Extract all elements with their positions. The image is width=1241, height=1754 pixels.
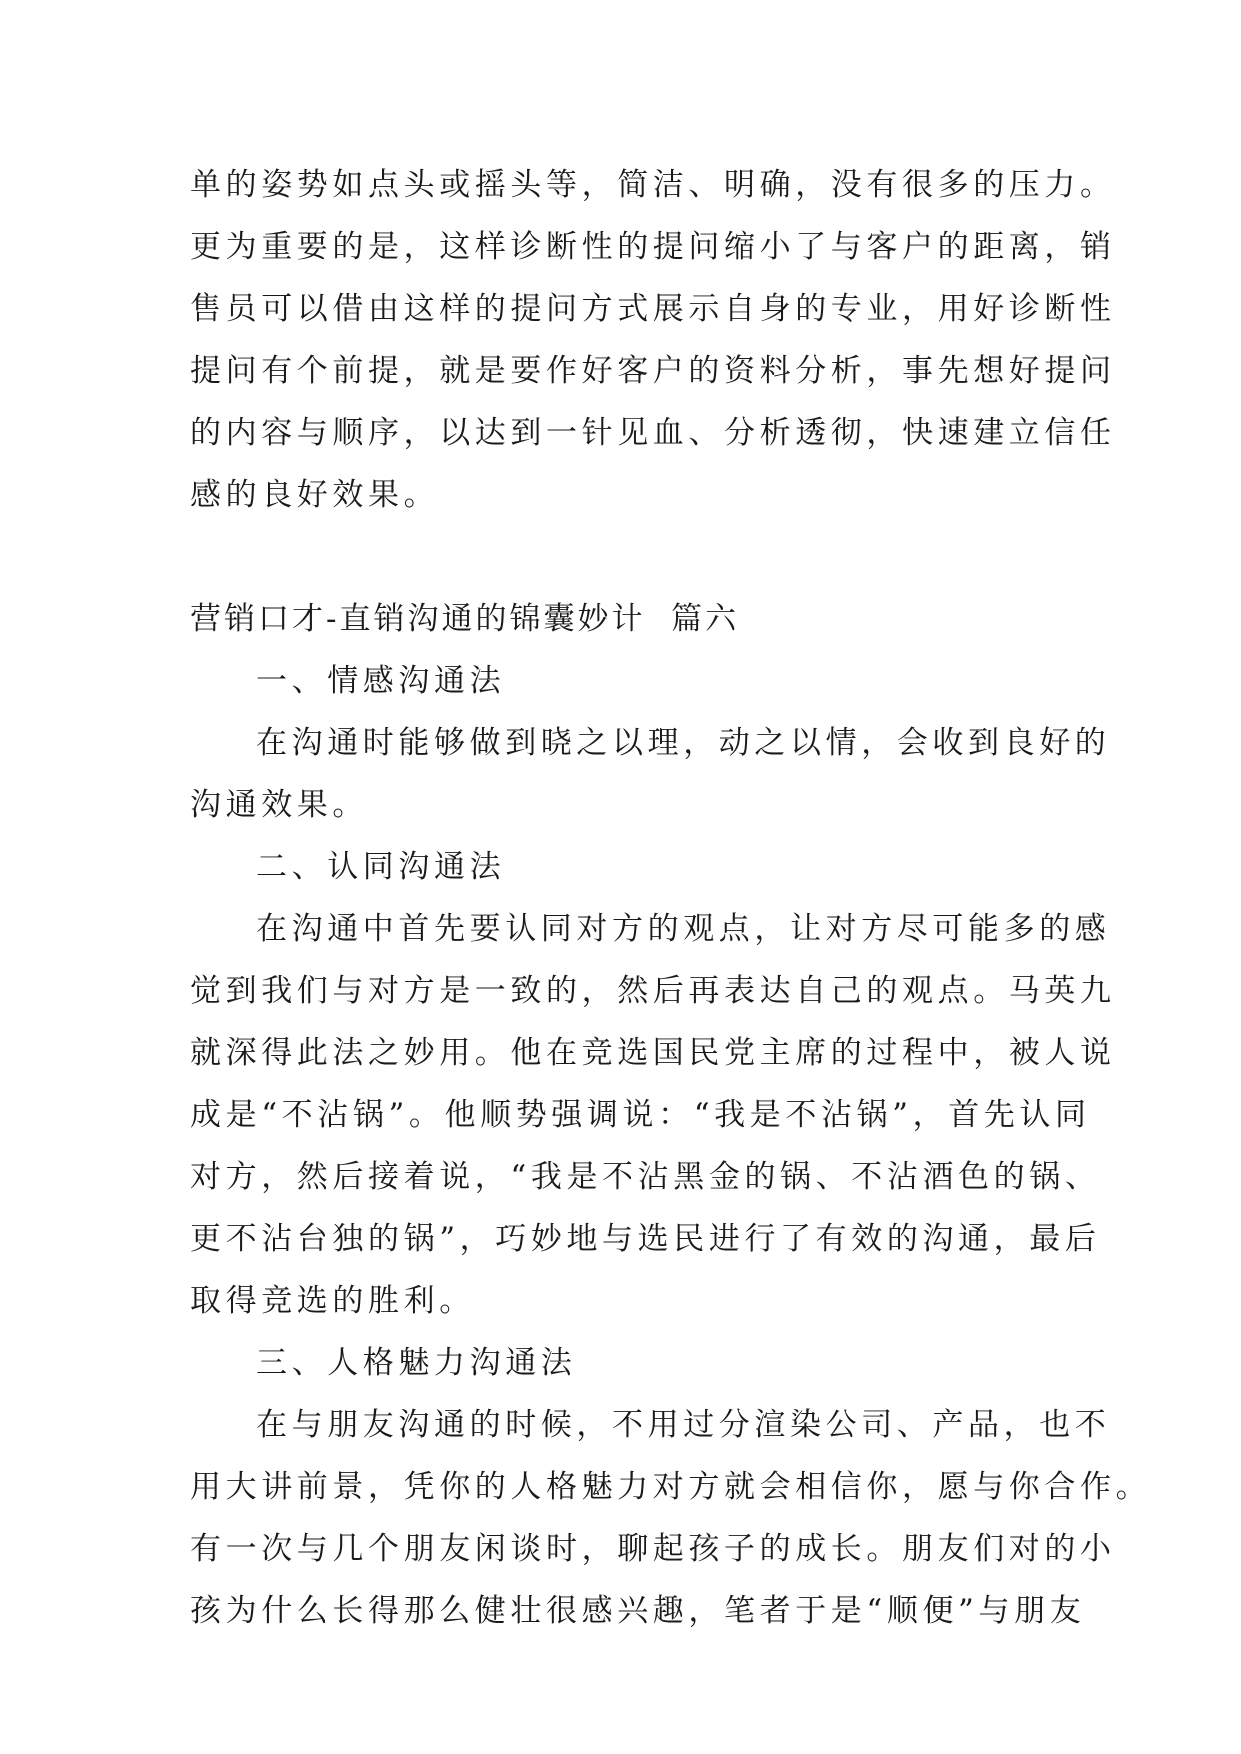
text-line: 沟通效果。 — [190, 787, 368, 823]
method-3-heading: 三、人格魅力沟通法 — [256, 1345, 577, 1381]
text-line: 更不沾台独的锅”，巧妙地与选民进行了有效的沟通，最后 — [190, 1221, 1101, 1257]
method-1-heading: 一、情感沟通法 — [256, 663, 506, 699]
document-body — [190, 154, 1152, 1642]
text-line: 在与朋友沟通的时候，不用过分渲染公司、产品，也不 — [256, 1407, 1111, 1443]
method-3 — [190, 1332, 1152, 1642]
text-line: 在沟通中首先要认同对方的观点，让对方尽可能多的感 — [256, 911, 1111, 947]
section-title-text: 营销口才-直销沟通的锦囊妙计 篇六 — [190, 601, 740, 637]
text-line: 更为重要的是，这样诊断性的提问缩小了与客户的距离，销 — [190, 229, 1116, 265]
text-line: 对方，然后接着说，“我是不沾黑金的锅、不沾酒色的锅、 — [190, 1159, 1101, 1195]
paragraph-spacer — [190, 526, 1070, 588]
method-2-heading: 二、认同沟通法 — [256, 849, 506, 885]
text-line: 有一次与几个朋友闲谈时，聊起孩子的成长。朋友们对的小 — [190, 1531, 1116, 1567]
text-line: 单的姿势如点头或摇头等，简洁、明确，没有很多的压力。 — [190, 167, 1116, 203]
text-line: 提问有个前提，就是要作好客户的资料分析，事先想好提问 — [190, 353, 1116, 389]
text-line: 取得竞选的胜利。 — [190, 1283, 475, 1319]
text-line: 感的良好效果。 — [190, 477, 440, 513]
method-2 — [190, 836, 1116, 1332]
method-1 — [190, 650, 1111, 836]
text-line: 就深得此法之妙用。他在竞选国民党主席的过程中，被人说 — [190, 1035, 1116, 1071]
text-line: 用大讲前景，凭你的人格魅力对方就会相信你，愿与你合作。 — [190, 1469, 1152, 1505]
section-title — [190, 588, 1070, 650]
text-line: 成是“不沾锅”。他顺势强调说：“我是不沾锅”，首先认同 — [190, 1097, 1091, 1133]
text-line: 的内容与顺序，以达到一针见血、分析透彻，快速建立信任 — [190, 415, 1116, 451]
intro-paragraph — [190, 154, 1116, 526]
text-line: 孩为什么长得那么健壮很感兴趣，笔者于是“顺便”与朋友 — [190, 1593, 1086, 1629]
text-line: 在沟通时能够做到晓之以理，动之以情，会收到良好的 — [256, 725, 1111, 761]
text-line: 售员可以借由这样的提问方式展示自身的专业，用好诊断性 — [190, 291, 1116, 327]
text-line: 觉到我们与对方是一致的，然后再表达自己的观点。马英九 — [190, 973, 1116, 1009]
